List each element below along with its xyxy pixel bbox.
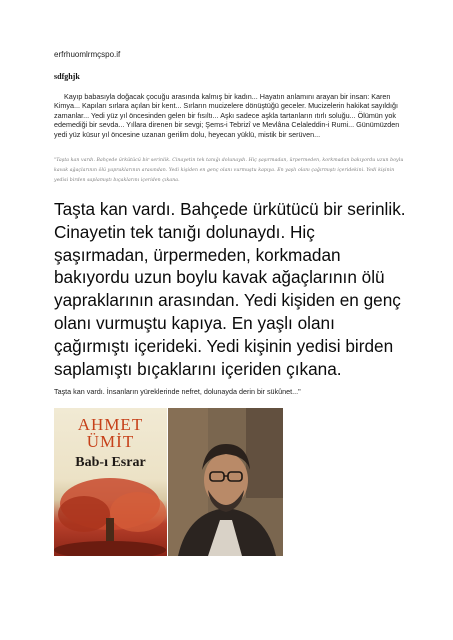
- portrait-illustration: [168, 408, 283, 556]
- book-cover-image: [54, 408, 167, 556]
- handwritten-excerpt: "Taşta kan vardı. Bahçede ürkütücü bir serinlik. Cinayetin tek tanığı dolunaydı. Hiç şaşırmadan, ürpermeden, korkmadan bakıyordu uzun boylu kavak ağaçlarının ölü yapraklarının arasından. Yedi kişiden en genç olanı vurmuştu kapıya. En yaşlı olanı çağırmıştı içeridekini. Yedi kişinin yedisi birden saplamıştı bıçaklarını içeriden çıkana.: [54, 158, 404, 183]
- author-portrait-photo: [168, 408, 283, 556]
- cover-author-first: AHMET: [77, 415, 144, 434]
- cover-tree-illustration: [54, 474, 167, 556]
- cover-book-title: Bab-ı Esrar: [75, 455, 146, 470]
- quote-ending: Taşta kan vardı. İnsanların yüreklerinde nefret, dolunayda derin bir sükûnet...": [54, 387, 301, 396]
- cover-author-name: [54, 416, 167, 450]
- book-blurb: Kayıp babasıyla doğacak çocuğu arasında kalmış bir kadın... Hayatın anlamını arayan bir insan: Karen Kimya... Kapıları sırlara açılan bir kent... Sırların mucizelere dönüştüğü geceler. Mucizelerin hakikat sayıldığı zamanlar... Yedi yüz yıl öncesinden gelen bir fısıltı... Aşkı sadece aşkla tartanların ıtırlı soluğu... Ölümün yok edemediği bir sevda... Yıllara direnen bir sevgi; Şems-i Tebrizî ve Mevlâna Celaleddin-i Rumi... Günümüzden yedi yüz küsur yıl öncesine uzanan gerilim dolu, heyecan yüklü, mistik bir serüven...: [54, 92, 400, 139]
- filename-text: erfrhuomlrmçspo.if: [54, 50, 121, 59]
- cover-author-last: ÜMİT: [86, 432, 135, 451]
- heading-text: sdfghjk: [54, 72, 80, 81]
- large-quote: Taşta kan vardı. Bahçede ürkütücü bir serinlik. Cinayetin tek tanığı dolunaydı. Hiç şaşırmadan, ürpermeden, korkmadan bakıyordu uzun boylu kavak ağaçlarının ölü yapraklarının arasından. Yedi kişiden en genç olanı vurmuştu kapıya. En yaşlı olanı çağırmıştı içerideki. Yedi kişinin yedisi birden saplamıştı bıçaklarını içeriden çıkana.: [54, 199, 406, 379]
